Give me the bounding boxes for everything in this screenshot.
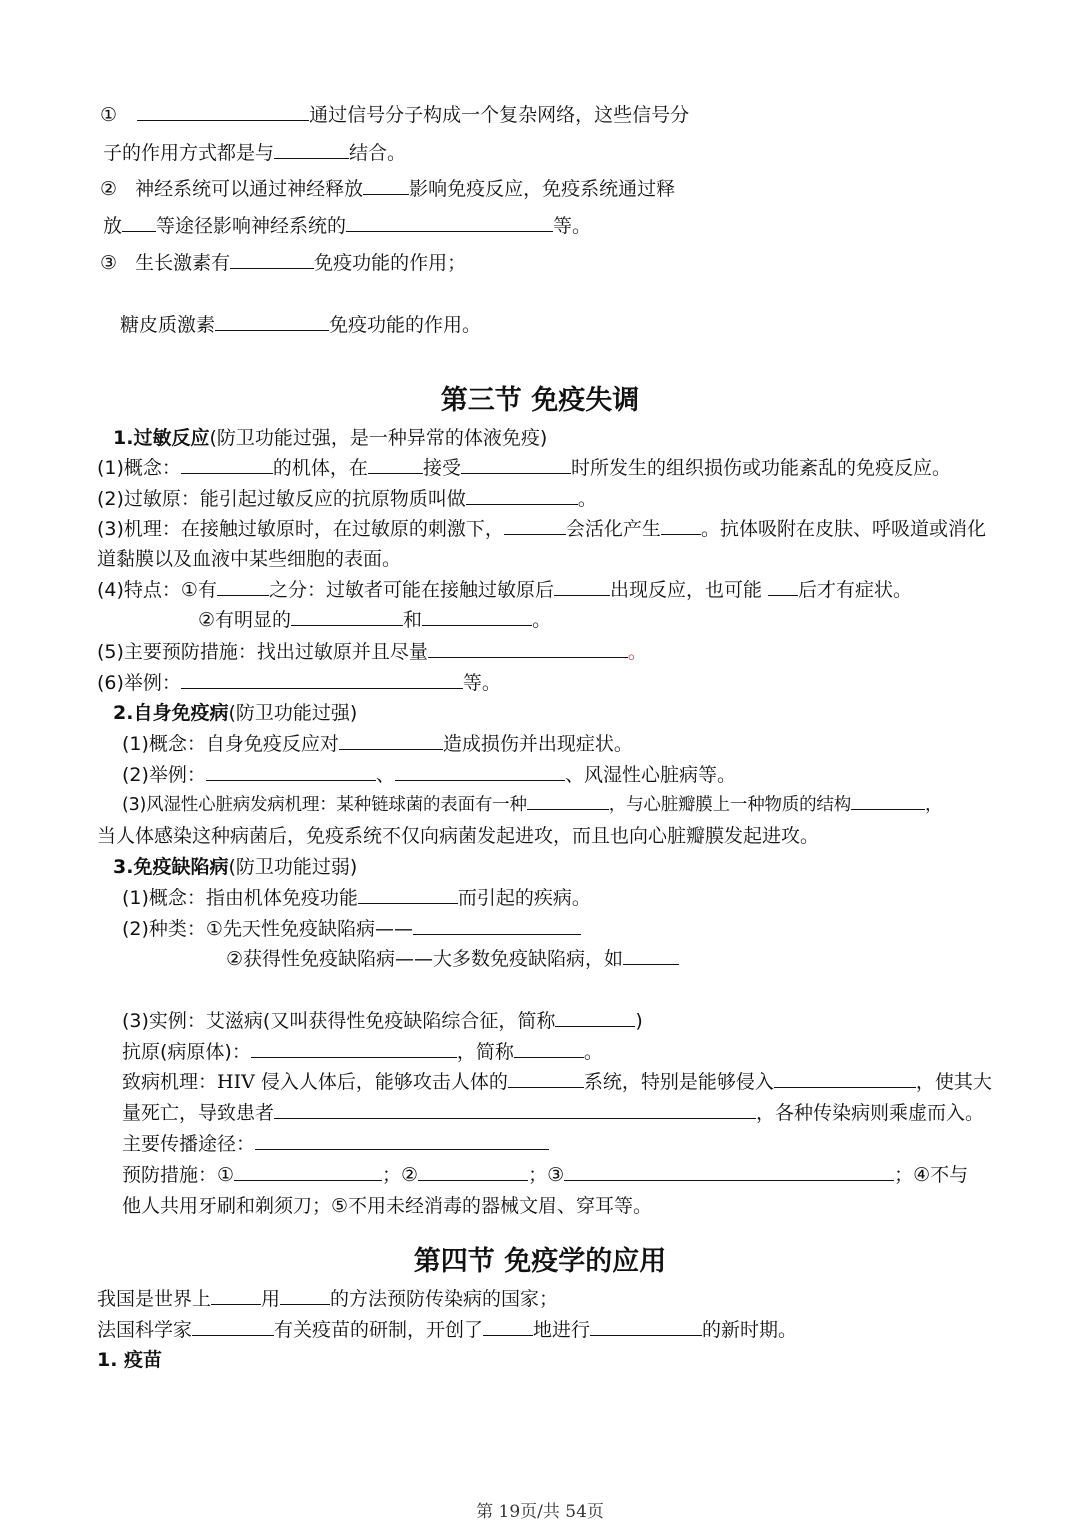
intro-line-6: 糖皮质激素 免疫功能的作用。	[120, 314, 482, 336]
answer-blank[interactable]	[514, 1040, 584, 1058]
answer-blank[interactable]	[181, 456, 273, 474]
answer-blank[interactable]	[504, 517, 566, 535]
answer-blank[interactable]	[774, 1070, 916, 1088]
intro-line-3: ② 神经系统可以通过神经释放 影响免疫反应，免疫系统通过释	[100, 178, 676, 200]
answer-blank[interactable]	[358, 886, 458, 904]
answer-blank[interactable]	[564, 1163, 894, 1181]
sec3-r6: 量死亡，导致患者 ，各种传染病则乘虚而入。	[122, 1102, 985, 1124]
circled-number-3: ③	[100, 252, 118, 274]
intro-line-5: ③ 生长激素有 免疫功能的作用；	[100, 252, 467, 274]
answer-blank[interactable]	[291, 608, 403, 626]
answer-blank[interactable]	[280, 1287, 330, 1305]
sec3-q3: (3)风湿性心脏病发病机理：某种链球菌的表面有一种 ，与心脏瓣膜上一种物质的结构 ，	[122, 792, 942, 818]
sec3-p4: (4)特点：①有 之分：过敏者可能在接触过敏原后 出现反应，也可能 后才有症状。	[97, 579, 913, 601]
answer-blank[interactable]	[206, 763, 376, 781]
answer-blank[interactable]	[234, 1163, 382, 1181]
answer-blank[interactable]	[181, 671, 463, 689]
intro-line-2: 子的作用方式都是与 结合。	[103, 142, 407, 164]
answer-blank[interactable]	[768, 578, 798, 596]
answer-blank[interactable]	[527, 792, 609, 810]
sec3-p2: (2)过敏原：能引起过敏反应的抗原物质叫做 。	[97, 488, 597, 510]
answer-blank[interactable]	[363, 177, 409, 195]
sec3-heading-3: 3.免疫缺陷病(防卫功能过弱)	[113, 856, 358, 878]
answer-blank[interactable]	[851, 792, 925, 810]
sec3-r5: 致病机理：HIV 侵入人体后，能够攻击人体的 系统，特别是能够侵入 ，使其大	[122, 1071, 992, 1093]
answer-blank[interactable]	[428, 640, 628, 658]
sec3-r1: (1)概念：指由机体免疫功能 而引起的疾病。	[122, 887, 591, 909]
answer-blank[interactable]	[274, 141, 349, 159]
answer-blank[interactable]	[461, 456, 571, 474]
sec3-r9: 他人共用牙刷和剃须刀；⑤不用未经消毒的器械文眉、穿耳等。	[122, 1195, 653, 1217]
circled-number-2: ②	[100, 178, 118, 200]
answer-blank[interactable]	[192, 1318, 274, 1336]
sec3-heading-2: 2.自身免疫病(防卫功能过强)	[113, 702, 358, 724]
intro-line-4: 放 等途径影响神经系统的 等。	[103, 215, 592, 237]
answer-blank[interactable]	[395, 763, 565, 781]
sec3-p5: (5)主要预防措施：找出过敏原并且尽量 。	[97, 641, 647, 663]
answer-blank[interactable]	[422, 608, 532, 626]
sec3-r7: 主要传播途径：	[122, 1131, 549, 1157]
answer-blank[interactable]	[555, 1009, 635, 1027]
sec3-q2: (2)举例： 、 、风湿性心脏病等。	[122, 764, 736, 786]
answer-blank[interactable]	[274, 1101, 756, 1119]
answer-blank[interactable]	[554, 578, 610, 596]
sec4-heading-1: 1. 疫苗	[97, 1349, 163, 1371]
section-4-title: 第四节 免疫学的应用	[413, 1246, 667, 1277]
intro-line-1: ① 通过信号分子构成一个复杂网络，这些信号分	[100, 104, 690, 126]
answer-blank[interactable]	[346, 214, 553, 232]
sec3-r2: (2)种类：①先天性免疫缺陷病——	[122, 916, 581, 942]
answer-blank[interactable]	[215, 313, 329, 331]
sec4-s2: 法国科学家 有关疫苗的研制，开创了 地进行 的新时期。	[97, 1319, 798, 1341]
circled-number-1: ①	[100, 104, 118, 126]
section-3-title: 第三节 免疫失调	[440, 385, 640, 416]
answer-blank[interactable]	[623, 947, 679, 965]
answer-blank[interactable]	[255, 1132, 549, 1150]
sec3-r8: 预防措施：① ；② ；③ ；④不与	[122, 1164, 969, 1186]
answer-blank[interactable]	[211, 1287, 261, 1305]
sec3-p3-cont: 道黏膜以及血液中某些细胞的表面。	[97, 548, 402, 570]
answer-blank[interactable]	[413, 917, 581, 935]
answer-blank[interactable]	[508, 1070, 584, 1088]
answer-blank[interactable]	[137, 103, 309, 121]
sec3-p3: (3)机理：在接触过敏原时，在过敏原的刺激下， 会活化产生 。抗体吸附在皮肤、呼吸道或消化	[97, 518, 986, 540]
page-number: 第 19页/共 54页	[476, 1502, 604, 1522]
sec3-q1: (1)概念：自身免疫反应对 造成损伤并出现症状。	[122, 733, 633, 755]
sec3-p4-cont: ②有明显的 和 。	[198, 609, 552, 631]
answer-blank[interactable]	[590, 1318, 702, 1336]
answer-blank[interactable]	[251, 1040, 457, 1058]
answer-blank[interactable]	[418, 1163, 528, 1181]
answer-blank[interactable]	[483, 1318, 533, 1336]
answer-blank[interactable]	[217, 578, 269, 596]
sec3-heading-1: 1.过敏反应(防卫功能过强，是一种异常的体液免疫)	[113, 427, 548, 449]
answer-blank[interactable]	[230, 251, 314, 269]
sec3-p6: (6)举例： 等。	[97, 672, 501, 694]
sec3-p1: (1)概念： 的机体，在 接受 时所发生的组织损伤或功能紊乱的免疫反应。	[97, 457, 951, 479]
answer-blank[interactable]	[339, 732, 443, 750]
sec4-s1: 我国是世界上 用 的方法预防传染病的国家；	[97, 1288, 559, 1310]
answer-blank[interactable]	[368, 456, 423, 474]
sec3-q3-cont: 当人体感染这种病菌后，免疫系统不仅向病菌发起进攻，而且也向心脏瓣膜发起进攻。	[97, 825, 820, 847]
answer-blank[interactable]	[466, 487, 578, 505]
sec3-r2-cont: ②获得性免疫缺陷病——大多数免疫缺陷病，如	[226, 946, 679, 972]
answer-blank[interactable]	[661, 517, 701, 535]
sec3-r3: (3)实例：艾滋病(又叫获得性免疫缺陷综合征，简称 )	[122, 1010, 643, 1032]
answer-blank[interactable]	[122, 214, 156, 232]
sec3-r4: 抗原(病原体)： ，简称 。	[122, 1041, 603, 1063]
